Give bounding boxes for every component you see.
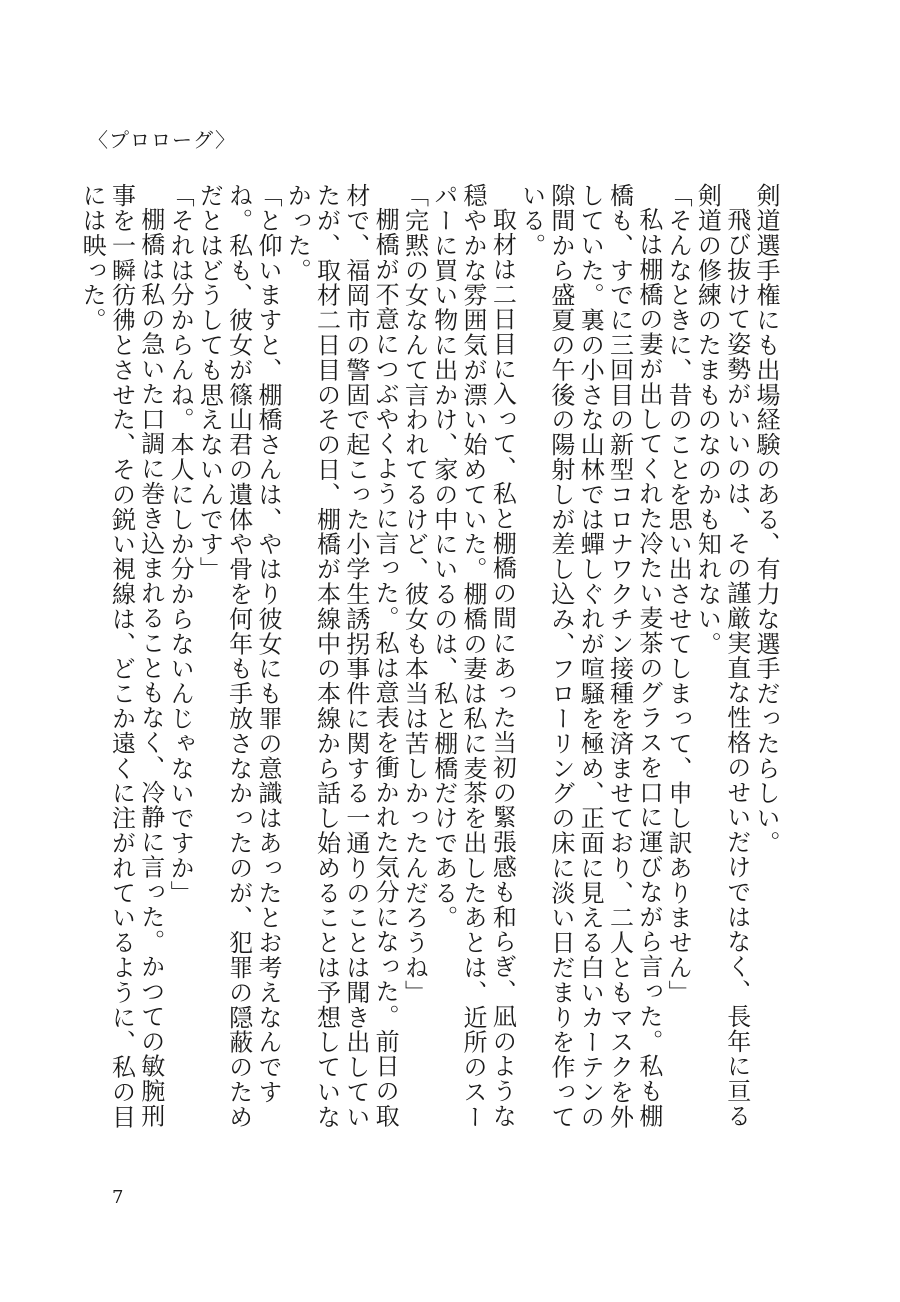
paragraph: 「と仰いますと、棚橋さんは、やはり彼女にも罪の意識はあったとお考えなんですね。私も、彼女が篠山君の遺体や骨を何年も手放さなかったのが、犯罪の隠蔽のためだとはどうしても思えないんです」 [195, 183, 282, 1130]
paragraph: 棚橋が不意につぶやくように言った。私は意表を衝かれた気分になった。前日の取材で、福岡市の警固で起こった小学生誘拐事件に関する一通りのことは聞き出していたが、取材二日目のその日、棚橋が本線中の本線から話し始めることは予想していなかった。 [283, 183, 400, 1130]
paragraph: 「そんなときに、昔のことを思い出させてしまって、申し訳ありません」 [664, 183, 693, 1005]
paragraph: 私は棚橋の妻が出してくれた冷たい麦茶のグラスを口に運びながら言った。私も棚橋も、すでに三回目の新型コロナワクチン接種を済ませており、二人ともマスクを外していた。裏の小さな山林では蟬しぐれが喧騒を極め、正面に見える白いカーテンの隙間から盛夏の午後の陽射しが差し込み、フローリングの床に淡い日だまりを作っている。 [517, 183, 663, 1130]
paragraph: 「完黙の女なんて言われてるけど、彼女も本当は苦しかったんだろうね」 [400, 183, 429, 1005]
page-number: 7 [112, 1187, 124, 1208]
paragraph: 「それは分からんね。本人にしか分からないんじゃないですか」 [166, 183, 195, 906]
paragraph: 飛び抜けて姿勢がいいのは、その謹厳実直な性格のせいだけではなく、長年に亘る剣道の修練のたまものなのかも知れない。 [693, 183, 751, 1129]
paragraph: 棚橋は私の急いた口調に巻き込まれることもなく、冷静に言った。かつての敏腕刑事を一瞬彷彿とさせた、その鋭い視線は、どこか遠くに注がれているように、私の目には映った。 [78, 183, 165, 1130]
paragraph: 剣道選手権にも出場経験のある、有力な選手だったらしい。 [752, 183, 780, 856]
chapter-heading: 〈プロローグ〉 [88, 128, 236, 152]
paragraph: 取材は二日目に入って、私と棚橋の間にあった当初の緊張感も和らぎ、凪のような穏やかな雰囲気が漂い始めていた。棚橋の妻は私に麦茶を出したあとは、近所のスーパーに買い物に出かけ、家の中にいるのは、私と棚橋だけである。 [429, 183, 517, 1130]
vertical-body-text [78, 183, 780, 1143]
